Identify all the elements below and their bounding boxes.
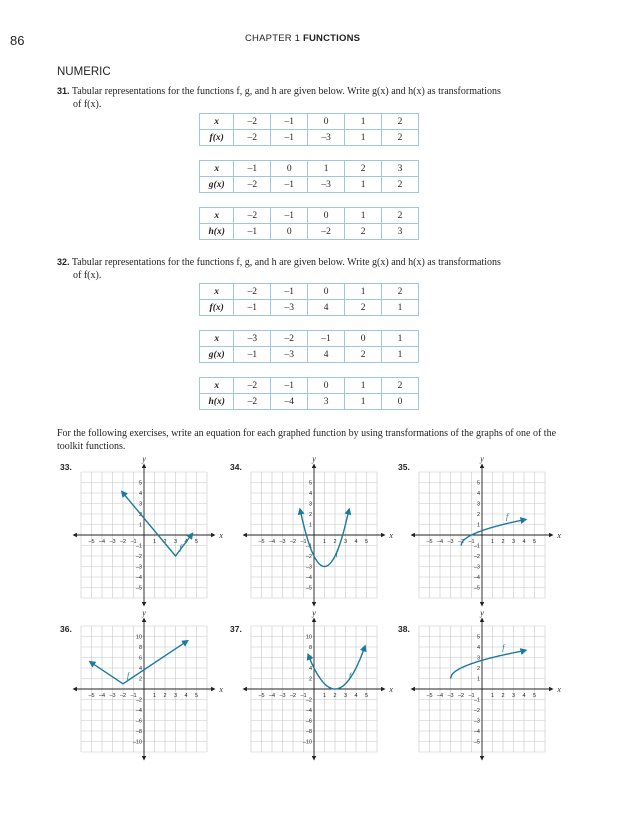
y-axis-label: y: [142, 608, 146, 618]
graph-35: [410, 454, 561, 610]
x-tick-label: –4: [436, 539, 444, 545]
y-tick-label: –8: [305, 729, 312, 735]
x-tick-label: 2: [501, 539, 505, 545]
table-row: [200, 300, 419, 316]
table-row: [200, 177, 419, 193]
table-cell: 1: [345, 130, 382, 146]
x-tick-label: 3: [343, 539, 348, 545]
page-number: 86: [10, 33, 25, 48]
row-label: h(x): [200, 394, 234, 410]
y-tick-label: –5: [305, 585, 312, 592]
table-cell: –1: [234, 161, 271, 177]
table-row: [200, 224, 419, 240]
y-tick-label: –1: [473, 543, 480, 550]
table-cell: –1: [271, 208, 308, 224]
table-cell: –2: [234, 177, 271, 193]
table-cell: 3: [382, 161, 419, 177]
y-tick-label: 1: [308, 522, 312, 529]
x-tick-label: 2: [501, 693, 505, 699]
x-axis-label: x: [557, 531, 561, 540]
row-label: g(x): [200, 347, 234, 363]
function-label: f: [179, 543, 182, 552]
table-cell: –3: [308, 130, 345, 146]
y-tick-label: –4: [305, 708, 312, 714]
table-cell: 3: [308, 394, 345, 410]
table-cell: –2: [234, 130, 271, 146]
table-cell: 2: [345, 224, 382, 240]
x-tick-label: 1: [152, 693, 157, 699]
y-tick-label: –2: [473, 554, 480, 560]
y-tick-label: 4: [138, 491, 142, 497]
table-cell: –1: [234, 224, 271, 240]
y-tick-label: –2: [473, 708, 480, 714]
x-tick-label: –4: [268, 693, 276, 699]
table-cell: –2: [234, 284, 271, 300]
table-cell: –1: [234, 347, 271, 363]
x-tick-label: –1: [468, 539, 475, 545]
table-cell: 3: [382, 224, 419, 240]
table-cell: –1: [271, 378, 308, 394]
table-cell: 0: [308, 378, 345, 394]
table-cell: 1: [345, 378, 382, 394]
y-tick-label: 5: [308, 480, 312, 487]
table-cell: –2: [234, 114, 271, 130]
table-cell: –1: [271, 114, 308, 130]
y-tick-label: 6: [308, 655, 312, 662]
table-cell: –2: [308, 224, 345, 240]
table-32-h: [199, 377, 419, 410]
row-label: f(x): [200, 300, 234, 316]
graph-33: [72, 454, 223, 610]
problem-32: [57, 256, 557, 282]
table-cell: 1: [382, 300, 419, 316]
y-tick-label: 10: [135, 634, 142, 641]
table-32-f: [199, 283, 419, 316]
y-tick-label: –4: [305, 575, 312, 581]
x-axis-label: x: [219, 531, 223, 540]
graph-instructions: For the following exercises, write an equation for each graphed function by using transformations of the graphs of one of the toolkit functions.: [57, 428, 557, 452]
section-title: NUMERIC: [57, 66, 111, 78]
table-row: [200, 130, 419, 146]
row-label: x: [200, 161, 234, 177]
x-tick-label: –3: [279, 539, 286, 545]
table-row: [200, 284, 419, 300]
y-tick-label: 4: [476, 491, 480, 497]
y-tick-label: –4: [473, 575, 480, 581]
x-axis-label: x: [389, 531, 393, 540]
graph-34: [242, 454, 393, 610]
x-tick-label: –2: [289, 539, 297, 545]
x-tick-label: –2: [457, 539, 465, 545]
x-tick-label: 5: [194, 539, 199, 545]
y-tick-label: –4: [473, 729, 480, 735]
table-cell: 2: [345, 161, 382, 177]
x-tick-label: –1: [130, 693, 137, 699]
x-tick-label: 1: [322, 693, 327, 699]
x-tick-label: 4: [354, 693, 358, 699]
graph-number: 38.: [398, 624, 410, 634]
x-tick-label: –5: [426, 693, 433, 699]
y-tick-label: –6: [135, 718, 142, 725]
y-tick-label: –1: [305, 543, 312, 550]
x-tick-label: –3: [109, 539, 116, 545]
y-tick-label: 4: [138, 666, 142, 672]
x-tick-label: –5: [258, 693, 265, 699]
table-cell: –1: [234, 300, 271, 316]
row-label: x: [200, 331, 234, 347]
y-tick-label: 3: [138, 501, 142, 508]
x-tick-label: 1: [152, 539, 157, 545]
table-31-g: [199, 160, 419, 193]
table-cell: –2: [234, 208, 271, 224]
row-label: x: [200, 114, 234, 130]
x-tick-label: 1: [322, 539, 327, 545]
x-tick-label: 4: [184, 539, 188, 545]
y-tick-label: 5: [476, 634, 480, 641]
y-tick-label: 4: [308, 666, 312, 672]
table-cell: –1: [308, 331, 345, 347]
problem-number: 31.: [57, 86, 70, 96]
table-row: [200, 208, 419, 224]
y-tick-label: 2: [476, 666, 480, 672]
table-cell: –1: [271, 284, 308, 300]
y-tick-label: 4: [308, 491, 312, 497]
x-tick-label: –2: [289, 693, 297, 699]
y-tick-label: 2: [308, 676, 312, 683]
y-tick-label: –6: [305, 718, 312, 725]
table-cell: 0: [308, 284, 345, 300]
y-tick-label: 1: [476, 522, 480, 529]
x-tick-label: 1: [490, 539, 495, 545]
table-row: [200, 378, 419, 394]
y-tick-label: 3: [308, 501, 312, 508]
x-tick-label: 5: [532, 539, 537, 545]
x-tick-label: 3: [173, 693, 178, 699]
y-tick-label: –1: [473, 697, 480, 704]
x-tick-label: –1: [130, 539, 137, 545]
running-header: [245, 33, 360, 44]
y-tick-label: 1: [476, 676, 480, 683]
x-tick-label: 5: [364, 693, 369, 699]
x-tick-label: 4: [522, 693, 526, 699]
y-tick-label: –4: [135, 575, 142, 581]
y-tick-label: 2: [138, 676, 142, 683]
y-axis-label: y: [312, 454, 316, 464]
table-cell: –3: [234, 331, 271, 347]
table-cell: 4: [308, 347, 345, 363]
x-tick-label: –2: [457, 693, 465, 699]
x-tick-label: 3: [511, 693, 516, 699]
problem-number: 32.: [57, 257, 70, 267]
problem-text: Tabular representations for the functions f, g, and h are given below. Write g(x) and h(x) as transformations: [71, 257, 501, 268]
y-axis-label: y: [142, 454, 146, 464]
y-tick-label: –2: [135, 697, 142, 704]
x-tick-label: 4: [354, 539, 358, 545]
y-tick-label: –10: [132, 739, 142, 746]
x-tick-label: 3: [173, 539, 178, 545]
y-tick-label: 1: [138, 522, 142, 529]
x-tick-label: –2: [119, 693, 127, 699]
table-cell: –2: [271, 331, 308, 347]
table-cell: 0: [308, 208, 345, 224]
x-tick-label: –4: [98, 693, 106, 699]
y-tick-label: –3: [473, 564, 480, 571]
row-label: x: [200, 208, 234, 224]
function-label: f: [505, 511, 509, 521]
y-tick-label: –3: [473, 718, 480, 725]
chapter-label: CHAPTER 1: [245, 33, 301, 44]
y-tick-label: –1: [135, 543, 142, 550]
graph-number: 34.: [230, 462, 242, 472]
y-tick-label: 5: [476, 480, 480, 487]
y-tick-label: –5: [135, 585, 142, 592]
graph-number: 36.: [60, 624, 72, 634]
table-cell: –4: [271, 394, 308, 410]
table-cell: 0: [382, 394, 419, 410]
table-31-h: [199, 207, 419, 240]
y-tick-label: 2: [308, 512, 312, 518]
y-tick-label: –8: [135, 729, 142, 735]
table-cell: 2: [382, 378, 419, 394]
y-tick-label: 2: [476, 512, 480, 518]
x-tick-label: 2: [163, 693, 167, 699]
y-tick-label: –4: [135, 708, 142, 714]
x-tick-label: –3: [447, 693, 454, 699]
problem-31: [57, 85, 557, 111]
chapter-title: FUNCTIONS: [302, 33, 361, 44]
table-cell: 0: [271, 224, 308, 240]
y-tick-label: 5: [138, 480, 142, 487]
x-tick-label: –2: [119, 539, 127, 545]
y-tick-label: –2: [135, 554, 142, 560]
y-tick-label: 4: [476, 645, 480, 651]
x-tick-label: –4: [268, 539, 276, 545]
table-cell: 4: [308, 300, 345, 316]
y-tick-label: 10: [305, 634, 312, 641]
y-tick-label: –5: [473, 585, 480, 592]
table-cell: 2: [382, 208, 419, 224]
table-row: [200, 114, 419, 130]
x-tick-label: –1: [300, 693, 307, 699]
table-cell: –3: [271, 347, 308, 363]
table-cell: 2: [382, 130, 419, 146]
y-tick-label: –5: [473, 739, 480, 746]
table-cell: –3: [271, 300, 308, 316]
function-label: f: [502, 643, 505, 653]
function-label: f: [335, 548, 338, 558]
function-curve: [451, 651, 525, 679]
graph-number: 33.: [60, 462, 72, 472]
problem-text-cont: of f(x).: [73, 99, 102, 110]
x-tick-label: 2: [163, 539, 167, 545]
table-cell: 2: [345, 300, 382, 316]
table-cell: 1: [345, 284, 382, 300]
y-axis-label: y: [480, 608, 484, 618]
table-cell: 1: [382, 347, 419, 363]
y-tick-label: 8: [138, 645, 142, 651]
row-label: f(x): [200, 130, 234, 146]
x-tick-label: –3: [109, 693, 116, 699]
table-cell: 2: [382, 284, 419, 300]
y-tick-label: –3: [305, 564, 312, 571]
y-tick-label: 6: [138, 655, 142, 662]
table-cell: 1: [345, 114, 382, 130]
table-cell: 0: [271, 161, 308, 177]
table-cell: 0: [345, 331, 382, 347]
graph-number: 37.: [230, 624, 242, 634]
table-row: [200, 347, 419, 363]
x-tick-label: –4: [98, 539, 106, 545]
table-cell: 1: [382, 331, 419, 347]
y-tick-label: 3: [476, 501, 480, 508]
graph-37: [242, 608, 393, 764]
graph-38: [410, 608, 561, 764]
y-axis-label: y: [480, 454, 484, 464]
problem-text-cont: of f(x).: [73, 270, 102, 281]
x-tick-label: 5: [532, 693, 537, 699]
y-tick-label: –2: [305, 697, 312, 704]
function-label: f: [127, 670, 130, 680]
table-cell: 2: [382, 177, 419, 193]
x-tick-label: 1: [490, 693, 495, 699]
graph-number: 35.: [398, 462, 410, 472]
y-tick-label: –2: [305, 554, 312, 560]
function-label: f: [348, 671, 352, 681]
x-tick-label: 4: [522, 539, 526, 545]
x-tick-label: 2: [333, 539, 337, 545]
row-label: g(x): [200, 177, 234, 193]
row-label: x: [200, 284, 234, 300]
graph-36: [72, 608, 223, 764]
x-tick-label: 5: [194, 693, 199, 699]
x-tick-label: –5: [258, 539, 265, 545]
table-cell: 1: [308, 161, 345, 177]
table-31-f: [199, 113, 419, 146]
table-row: [200, 394, 419, 410]
table-cell: –1: [271, 177, 308, 193]
x-tick-label: –5: [426, 539, 433, 545]
x-tick-label: 3: [511, 539, 516, 545]
table-cell: –2: [234, 394, 271, 410]
row-label: x: [200, 378, 234, 394]
x-tick-label: –5: [88, 693, 95, 699]
x-axis-label: x: [389, 685, 393, 694]
y-tick-label: 8: [308, 645, 312, 651]
y-tick-label: 3: [476, 655, 480, 662]
x-axis-label: x: [219, 685, 223, 694]
row-label: h(x): [200, 224, 234, 240]
x-tick-label: –5: [88, 539, 95, 545]
table-cell: –3: [308, 177, 345, 193]
table-cell: 1: [345, 177, 382, 193]
y-tick-label: 2: [138, 512, 142, 518]
y-axis-label: y: [312, 608, 316, 618]
x-tick-label: –4: [436, 693, 444, 699]
y-tick-label: –10: [302, 739, 312, 746]
x-tick-label: –3: [447, 539, 454, 545]
x-tick-label: 2: [333, 693, 337, 699]
table-cell: 2: [345, 347, 382, 363]
table-cell: 2: [382, 114, 419, 130]
table-cell: 0: [308, 114, 345, 130]
problem-text: Tabular representations for the functions f, g, and h are given below. Write g(x) and h(x) as transformations: [71, 86, 501, 97]
table-cell: –2: [234, 378, 271, 394]
table-row: [200, 331, 419, 347]
x-tick-label: –1: [468, 693, 475, 699]
table-row: [200, 161, 419, 177]
x-axis-label: x: [557, 685, 561, 694]
table-32-g: [199, 330, 419, 363]
x-tick-label: –3: [279, 693, 286, 699]
x-tick-label: 5: [364, 539, 369, 545]
table-cell: 1: [345, 394, 382, 410]
x-tick-label: 4: [184, 693, 188, 699]
x-tick-label: –1: [300, 539, 307, 545]
y-tick-label: –3: [135, 564, 142, 571]
table-cell: 1: [345, 208, 382, 224]
x-tick-label: 3: [343, 693, 348, 699]
table-cell: –1: [271, 130, 308, 146]
